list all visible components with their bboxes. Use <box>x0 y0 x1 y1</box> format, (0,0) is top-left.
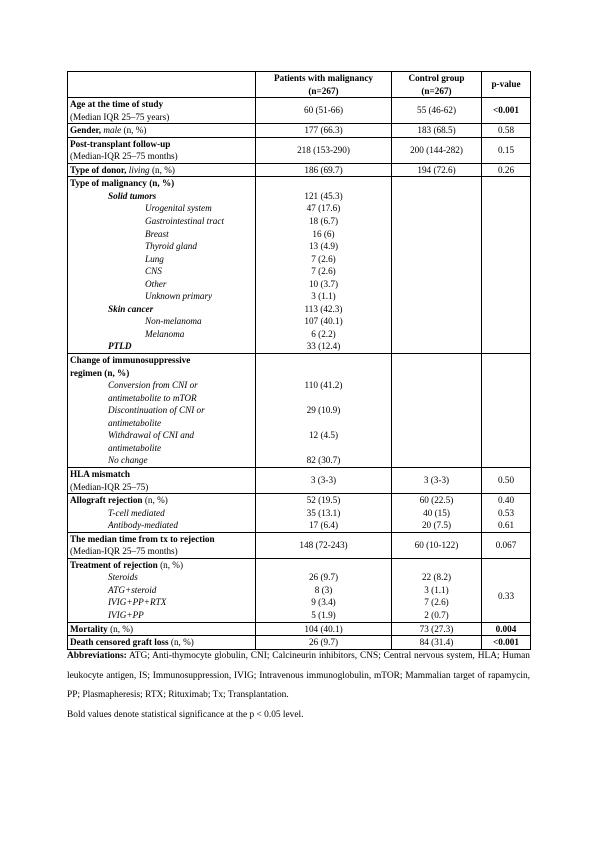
value-pvalue <box>482 494 531 533</box>
label-other: Other <box>145 278 167 289</box>
significance-note: Bold values denote statistical significance at the p < 0.05 level. <box>67 709 304 720</box>
value-no-change: 82 (30.7) <box>306 455 341 466</box>
label-donor-rest: (n, %) <box>151 164 175 175</box>
value-malignancy: 177 (66.3) <box>256 124 392 138</box>
value-cns: 7 (2.6) <box>311 266 336 277</box>
label-lung: Lung <box>145 253 164 264</box>
value-ivig-pp-rtx-control: 7 (2.6) <box>424 597 449 608</box>
value-tcell-p: 0.53 <box>497 507 515 518</box>
table-row <box>68 467 531 493</box>
value-malignancy <box>256 558 392 622</box>
row-label <box>68 494 256 533</box>
value-pvalue: 0.15 <box>482 137 531 163</box>
value-pvalue <box>482 558 531 622</box>
label-withdrawal-line1: Withdrawal of CNI and <box>108 430 195 441</box>
label-age: Age at the time of study <box>70 99 164 110</box>
value-rejection-control: 60 (22.5) <box>419 495 454 506</box>
value-tcell-control: 40 (15) <box>423 507 450 518</box>
value-non-melanoma: 107 (40.1) <box>304 316 343 327</box>
row-label <box>68 532 256 558</box>
label-discontinuation-line1: Discontinuation of CNI or <box>108 405 205 416</box>
value-ivig-pp-control: 2 (0.7) <box>424 609 449 620</box>
table-row <box>68 494 531 533</box>
value-pvalue: 0.50 <box>482 467 531 493</box>
value-malignancy: 3 (3-3) <box>256 467 392 493</box>
label-hla: HLA mismatch <box>70 468 130 479</box>
value-control-empty <box>392 177 482 354</box>
label-conversion-line2: antimetabolite to mTOR <box>108 392 197 403</box>
label-donor-italic: living <box>128 164 150 175</box>
label-gender-rest: (n, %) <box>123 125 147 136</box>
row-label <box>68 98 256 124</box>
value-rejection: 52 (19.5) <box>306 495 341 506</box>
row-label <box>68 558 256 622</box>
table-header-row <box>68 72 531 98</box>
table-row <box>68 558 531 622</box>
value-steroids: 26 (9.7) <box>308 572 339 583</box>
label-gastrointestinal: Gastrointestinal tract <box>145 216 225 227</box>
label-steroids: Steroids <box>108 572 138 583</box>
label-graft-loss: Death censored graft loss <box>70 637 169 648</box>
value-antibody-control: 20 (7.5) <box>421 520 452 531</box>
label-treatment-rest: (n, %) <box>160 559 184 570</box>
value-rejection-p: 0.40 <box>497 495 515 506</box>
label-followup-sub: (Median-IQR 25–75 months) <box>70 151 178 162</box>
label-urogenital: Urogenital system <box>145 203 212 214</box>
value-control: 194 (72.6) <box>392 163 482 177</box>
value-pvalue: 0.58 <box>482 124 531 138</box>
table-row <box>68 177 531 354</box>
value-lung: 7 (2.6) <box>311 253 336 264</box>
label-ivig-pp: IVIG+PP <box>108 609 144 620</box>
value-conversion: 110 (41.2) <box>304 380 343 391</box>
row-label <box>68 163 256 177</box>
value-pvalue: 0.004 <box>482 622 531 636</box>
value-pvalue: 0.067 <box>482 532 531 558</box>
header-control: Control group (n=267) <box>392 72 482 98</box>
header-pvalue: p-value <box>482 72 531 98</box>
label-discontinuation-line2: antimetabolite <box>108 417 162 428</box>
label-treatment: Treatment of rejection <box>70 559 158 570</box>
value-pvalue: <0.001 <box>482 636 531 650</box>
value-control: 3 (3-3) <box>392 467 482 493</box>
abbreviations-text: ATG; Anti-thymocyte globulin, CNI; Calcineurin inhibitors, CNS; Central nervous system, HLA; Human leukocyte antigen, IS; Immunosuppression, IVIG; Intravenous immunoglobulin, mTOR; Mammalian target of rapamycin, PP; Plasmapheresis; RTX; Rituximab; Tx; Transplantation. <box>67 651 530 700</box>
results-table <box>67 71 531 650</box>
label-solid-tumors: Solid tumors <box>108 190 157 201</box>
label-gender-italic: male <box>103 125 122 136</box>
label-antibody: Antibody-mediated <box>108 520 178 531</box>
abbreviations-label: Abbreviations: <box>67 651 127 661</box>
value-solid-tumors: 121 (45.3) <box>304 190 343 201</box>
label-no-change: No change <box>108 455 148 466</box>
label-thyroid: Thyroid gland <box>145 241 197 252</box>
label-immuno-line2: regimen (n, %) <box>70 367 130 378</box>
label-mortality-rest: (n, %) <box>110 623 134 634</box>
value-control <box>392 494 482 533</box>
label-rejection: Allograft rejection <box>70 495 143 506</box>
table-row <box>68 124 531 138</box>
value-control: 60 (10-122) <box>392 532 482 558</box>
value-other: 10 (3.7) <box>308 278 339 289</box>
value-pvalue-empty <box>482 354 531 468</box>
label-non-melanoma: Non-melanoma <box>145 316 202 327</box>
label-median-time: The median time from tx to rejection <box>70 533 215 544</box>
value-pvalue: 0.26 <box>482 163 531 177</box>
value-steroids-control: 22 (8.2) <box>421 572 452 583</box>
value-gastrointestinal: 18 (6.7) <box>308 216 339 227</box>
label-conversion-line1: Conversion from CNI or <box>108 380 198 391</box>
table-row <box>68 532 531 558</box>
table-row <box>68 354 531 468</box>
value-ivig-pp: 5 (1.9) <box>311 609 336 620</box>
label-ptld: PTLD <box>108 341 132 352</box>
value-treatment-p: 0.33 <box>497 591 515 602</box>
label-atg-steroid: ATG+steroid <box>108 584 157 595</box>
value-control: 73 (27.3) <box>392 622 482 636</box>
value-control: 200 (144-282) <box>392 137 482 163</box>
value-malignancy <box>256 177 392 354</box>
value-ptld: 33 (12.4) <box>306 341 341 352</box>
label-graft-loss-rest: (n, %) <box>170 637 194 648</box>
label-followup: Post-transplant follow-up <box>70 138 171 149</box>
row-label <box>68 622 256 636</box>
value-control <box>392 558 482 622</box>
table-row <box>68 622 531 636</box>
row-label <box>68 137 256 163</box>
value-control: 55 (46-62) <box>392 98 482 124</box>
value-discontinuation: 29 (10.9) <box>306 405 341 416</box>
label-donor: Type of donor, <box>70 164 127 175</box>
value-unknown-primary: 3 (1.1) <box>311 291 336 302</box>
value-malignancy: 60 (51-66) <box>256 98 392 124</box>
value-atg-steroid-control: 3 (1.1) <box>424 584 449 595</box>
value-malignancy: 104 (40.1) <box>256 622 392 636</box>
value-antibody-p: 0.61 <box>497 520 515 531</box>
header-empty <box>68 72 256 98</box>
label-cns: CNS <box>145 266 162 277</box>
label-ivig-pp-rtx: IVIG+PP+RTX <box>108 597 167 608</box>
label-hla-sub: (Median-IQR 25–75) <box>70 481 149 492</box>
label-rejection-rest: (n, %) <box>144 495 168 506</box>
value-malignancy: 26 (9.7) <box>256 636 392 650</box>
value-skin-cancer: 113 (42.3) <box>304 303 343 314</box>
value-control: 183 (68.5) <box>392 124 482 138</box>
row-label <box>68 467 256 493</box>
label-tcell: T-cell mediated <box>108 507 165 518</box>
value-melanoma: 6 (2.2) <box>311 328 336 339</box>
value-pvalue-empty <box>482 177 531 354</box>
value-pvalue: <0.001 <box>482 98 531 124</box>
table-row <box>68 137 531 163</box>
label-age-sub: (Median IQR 25–75 years) <box>70 111 170 122</box>
label-median-time-sub: (Median-IQR 25–75 months) <box>70 546 178 557</box>
value-malignancy <box>256 494 392 533</box>
value-thyroid: 13 (4.9) <box>308 241 339 252</box>
value-ivig-pp-rtx: 9 (3.4) <box>311 597 336 608</box>
value-antibody: 17 (6.4) <box>308 520 339 531</box>
label-melanoma: Melanoma <box>145 328 185 339</box>
label-gender: Gender, <box>70 125 102 136</box>
row-label <box>68 354 256 468</box>
label-immuno-line1: Change of immunosuppressive <box>70 355 191 366</box>
value-malignancy: 186 (69.7) <box>256 163 392 177</box>
value-withdrawal: 12 (4.5) <box>308 430 339 441</box>
label-malignancy-type: Type of malignancy (n, %) <box>70 178 175 189</box>
value-malignancy: 218 (153-290) <box>256 137 392 163</box>
header-malignancy: Patients with malignancy (n=267) <box>256 72 392 98</box>
table-row <box>68 98 531 124</box>
value-tcell: 35 (13.1) <box>306 507 341 518</box>
value-urogenital: 47 (17.6) <box>306 203 341 214</box>
row-label <box>68 124 256 138</box>
label-mortality: Mortality <box>70 623 108 634</box>
value-atg-steroid: 8 (3) <box>314 584 333 595</box>
value-control: 84 (31.4) <box>392 636 482 650</box>
value-malignancy: 148 (72-243) <box>256 532 392 558</box>
value-breast: 16 (6) <box>312 228 335 239</box>
label-skin-cancer: Skin cancer <box>108 303 154 314</box>
row-label <box>68 177 256 354</box>
label-withdrawal-line2: antimetabolite <box>108 442 162 453</box>
table-row <box>68 163 531 177</box>
abbreviations-paragraph <box>67 647 530 725</box>
value-malignancy <box>256 354 392 468</box>
label-breast: Breast <box>145 228 169 239</box>
value-control-empty <box>392 354 482 468</box>
label-unknown-primary: Unknown primary <box>145 291 213 302</box>
